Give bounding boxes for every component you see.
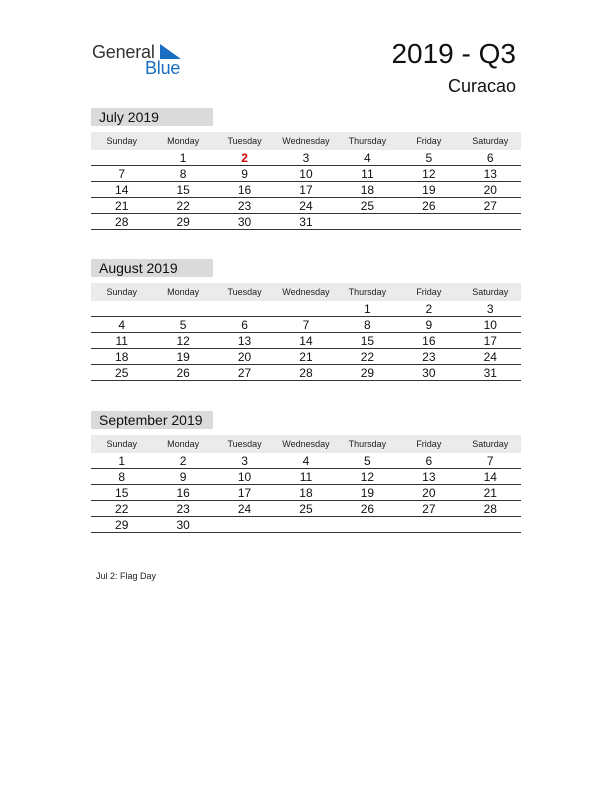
day-cell: 13 <box>422 470 436 484</box>
week-row <box>91 166 521 182</box>
week-row <box>91 501 521 517</box>
day-cell: 8 <box>118 470 126 484</box>
day-cell <box>91 301 152 316</box>
week-row <box>91 349 521 365</box>
day-cell: 25 <box>115 366 129 380</box>
week-row <box>91 453 521 469</box>
month-weeks <box>91 453 521 533</box>
day-cell: 3 <box>241 454 248 468</box>
day-cell: 1 <box>118 454 126 468</box>
day-cell: 24 <box>237 502 252 516</box>
day-cell: 23 <box>237 199 252 213</box>
week-row <box>91 517 521 533</box>
day-cell: 16 <box>237 183 252 197</box>
day-cell: 10 <box>299 167 313 181</box>
day-cell: 2 <box>179 454 187 468</box>
day-cell: 18 <box>115 350 129 364</box>
month-block-september <box>91 411 521 533</box>
day-cell: 6 <box>241 318 248 332</box>
day-cell: 18 <box>299 486 313 500</box>
weekday-thursday: Thursday <box>348 287 387 297</box>
day-cell: 8 <box>364 318 371 332</box>
day-cell: 12 <box>422 167 436 181</box>
day-cell: 10 <box>483 318 497 332</box>
holiday-note: Jul 2: Flag Day <box>96 571 157 581</box>
weekday-thursday: Thursday <box>348 439 387 449</box>
day-cell: 4 <box>118 318 126 332</box>
day-cell <box>214 301 275 316</box>
day-cell: 7 <box>302 318 310 332</box>
weekday-sunday: Sunday <box>106 439 137 449</box>
day-cell <box>337 517 398 532</box>
day-cell: 6 <box>425 454 433 468</box>
day-cell: 26 <box>176 366 190 380</box>
weekday-sunday: Sunday <box>106 287 137 297</box>
weekday-thursday: Thursday <box>348 136 387 146</box>
day-cell: 28 <box>299 366 313 380</box>
day-cell: 19 <box>176 350 190 364</box>
day-cell: 10 <box>237 470 252 484</box>
day-cell: 28 <box>483 502 497 516</box>
day-cell <box>460 517 521 532</box>
week-row <box>91 182 521 198</box>
day-cell: 18 <box>360 183 375 197</box>
day-cell: 6 <box>486 151 494 165</box>
day-cell: 31 <box>299 215 313 229</box>
day-cell: 22 <box>360 350 375 364</box>
quarter-title: 2019 - Q3 <box>391 38 516 69</box>
day-cell: 17 <box>299 183 313 197</box>
day-cell: 22 <box>176 199 190 213</box>
day-cell: 21 <box>483 486 497 500</box>
weekday-header <box>91 435 521 453</box>
day-cell: 19 <box>360 486 375 500</box>
day-cell: 21 <box>299 350 313 364</box>
day-cell: 11 <box>115 334 128 348</box>
generalblue-logo <box>92 40 202 80</box>
day-cell: 28 <box>115 215 129 229</box>
day-cell: 26 <box>422 199 436 213</box>
day-cell: 8 <box>179 167 187 181</box>
weekday-saturday: Saturday <box>472 439 509 449</box>
weekday-wednesday: Wednesday <box>282 136 330 146</box>
day-cell: 14 <box>299 334 313 348</box>
day-cell: 29 <box>115 518 129 532</box>
day-cell: 7 <box>118 167 126 181</box>
day-cell <box>337 214 398 229</box>
month-block-july <box>91 108 521 230</box>
day-cell: 3 <box>486 302 494 316</box>
weekday-friday: Friday <box>416 287 442 297</box>
day-cell: 16 <box>176 486 190 500</box>
day-cell: 16 <box>422 334 436 348</box>
day-cell: 26 <box>360 502 375 516</box>
day-cell: 30 <box>422 366 436 380</box>
day-cell: 19 <box>422 183 436 197</box>
weekday-saturday: Saturday <box>472 287 509 297</box>
weekday-header <box>91 132 521 150</box>
day-cell: 5 <box>179 318 187 332</box>
day-cell: 9 <box>241 167 248 181</box>
day-cell: 23 <box>422 350 436 364</box>
weekday-tuesday: Tuesday <box>227 136 262 146</box>
day-cell: 7 <box>486 454 494 468</box>
month-label: August 2019 <box>91 259 213 277</box>
day-cell: 2 <box>425 302 433 316</box>
day-cell <box>91 150 152 165</box>
day-cell: 30 <box>237 215 252 229</box>
day-cell: 29 <box>176 215 190 229</box>
week-row <box>91 301 521 317</box>
week-row <box>91 214 521 230</box>
month-weeks <box>91 150 521 230</box>
day-cell: 13 <box>483 167 497 181</box>
day-cell: 12 <box>360 470 375 484</box>
day-cell: 11 <box>361 167 374 181</box>
day-cell: 22 <box>115 502 129 516</box>
weekday-friday: Friday <box>416 136 442 146</box>
weekday-tuesday: Tuesday <box>227 439 262 449</box>
day-cell: 30 <box>176 518 190 532</box>
weekday-monday: Monday <box>167 439 200 449</box>
day-cell: 20 <box>483 183 497 197</box>
logo-text-general: General <box>92 42 155 62</box>
weekday-saturday: Saturday <box>472 136 509 146</box>
day-cell: 9 <box>425 318 433 332</box>
day-cell: 5 <box>425 151 433 165</box>
day-cell: 17 <box>483 334 497 348</box>
weekday-wednesday: Wednesday <box>282 287 330 297</box>
weekday-header <box>91 283 521 301</box>
day-cell: 21 <box>115 199 129 213</box>
day-cell <box>398 214 459 229</box>
day-cell: 24 <box>299 199 313 213</box>
day-cell: 27 <box>483 199 497 213</box>
day-cell: 4 <box>364 151 371 165</box>
day-cell <box>275 517 336 532</box>
day-cell: 23 <box>176 502 190 516</box>
day-cell: 25 <box>360 199 375 213</box>
day-cell: 31 <box>483 366 497 380</box>
month-block-august <box>91 259 521 381</box>
country-name: Curacao <box>447 76 516 96</box>
month-weeks <box>91 301 521 381</box>
day-cell: 1 <box>364 302 371 316</box>
day-cell: 17 <box>237 486 252 500</box>
month-label: July 2019 <box>91 108 213 126</box>
week-row <box>91 365 521 381</box>
holiday-day-cell: 2 <box>241 151 248 165</box>
logo-text-blue: Blue <box>145 58 181 78</box>
day-cell: 20 <box>237 350 252 364</box>
day-cell <box>398 517 459 532</box>
weekday-wednesday: Wednesday <box>282 439 330 449</box>
month-label: September 2019 <box>91 411 213 429</box>
day-cell: 20 <box>422 486 436 500</box>
week-row <box>91 485 521 501</box>
day-cell: 14 <box>115 183 129 197</box>
day-cell: 25 <box>299 502 313 516</box>
week-row <box>91 198 521 214</box>
weekday-friday: Friday <box>416 439 442 449</box>
weekday-monday: Monday <box>167 136 200 146</box>
week-row <box>91 469 521 485</box>
week-row <box>91 150 521 166</box>
day-cell: 15 <box>360 334 375 348</box>
day-cell <box>275 301 336 316</box>
weekday-sunday: Sunday <box>106 136 137 146</box>
day-cell: 11 <box>299 470 313 484</box>
day-cell: 12 <box>176 334 190 348</box>
day-cell <box>460 214 521 229</box>
weekday-monday: Monday <box>167 287 200 297</box>
day-cell: 4 <box>302 454 310 468</box>
day-cell: 5 <box>364 454 371 468</box>
day-cell: 15 <box>176 183 190 197</box>
day-cell <box>152 301 213 316</box>
day-cell: 3 <box>302 151 310 165</box>
week-row <box>91 333 521 349</box>
week-row <box>91 317 521 333</box>
day-cell <box>214 517 275 532</box>
day-cell: 13 <box>237 334 252 348</box>
day-cell: 9 <box>179 470 187 484</box>
day-cell: 15 <box>115 486 129 500</box>
weekday-tuesday: Tuesday <box>227 287 262 297</box>
day-cell: 27 <box>422 502 436 516</box>
day-cell: 1 <box>179 151 187 165</box>
day-cell: 24 <box>483 350 497 364</box>
day-cell: 27 <box>237 366 252 380</box>
day-cell: 14 <box>483 470 497 484</box>
day-cell: 29 <box>360 366 375 380</box>
